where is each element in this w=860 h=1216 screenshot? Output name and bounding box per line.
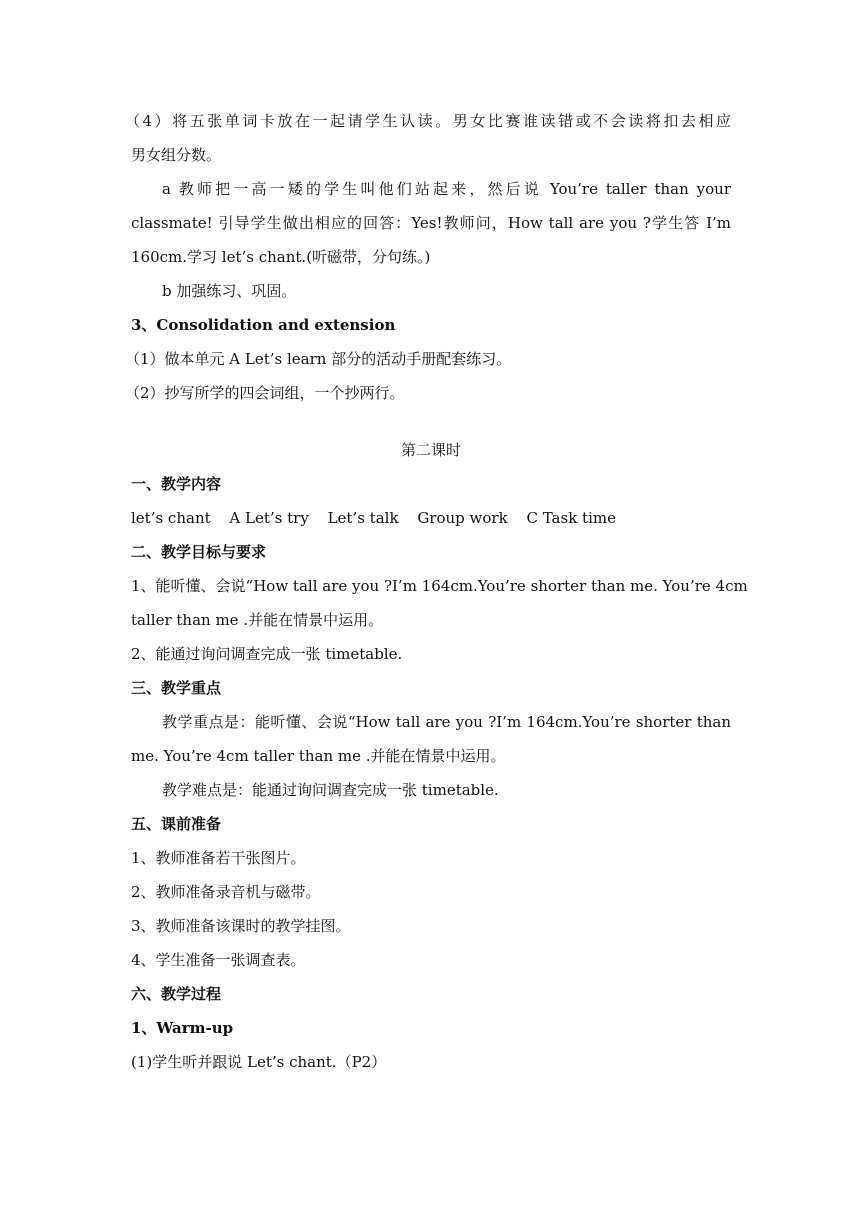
list-item: 4、学生准备一张调查表。: [131, 951, 306, 969]
content-item: let’s chant: [131, 509, 211, 527]
paragraph-line: 160cm.学习 let’s chant.(听磁带，分句练。): [131, 248, 431, 266]
content-item: C Task time: [526, 509, 616, 527]
document-page: [125, 104, 748, 1079]
paragraph-line: 2、能通过询问调查完成一张 timetable.: [131, 645, 403, 663]
content-item: A Let’s try: [229, 509, 309, 527]
section-heading: 1、Warm-up: [131, 1019, 234, 1037]
content-list: [131, 501, 731, 535]
section-heading: 六、教学过程: [131, 985, 222, 1003]
paragraph-line: classmate! 引导学生做出相应的回答：Yes!教师问，How tall are you ?学生答 I’m: [131, 214, 731, 232]
paragraph-line: a 教师把一高一矮的学生叫他们站起来，然后说 You’re taller than your: [162, 180, 731, 198]
paragraph-line: （4）将五张单词卡放在一起请学生认读。男女比赛谁读错或不会读将扣去相应: [125, 112, 731, 130]
list-item: 3、教师准备该课时的教学挂图。: [131, 917, 351, 935]
spacer: [131, 410, 731, 433]
content-item: Group work: [417, 509, 508, 527]
paragraph-line: 男女组分数。: [131, 146, 222, 164]
list-item: 2、教师准备录音机与磁带。: [131, 883, 321, 901]
list-item: （2）抄写所学的四会词组，一个抄两行。: [125, 384, 405, 402]
section-heading: 二、教学目标与要求: [131, 543, 267, 561]
paragraph-line: me. You’re 4cm taller than me .并能在情景中运用。: [131, 747, 506, 765]
list-item: 1、教师准备若干张图片。: [131, 849, 306, 867]
section-heading: 3、Consolidation and extension: [131, 316, 396, 334]
list-item: (1)学生听并跟说 Let’s chant.（P2）: [131, 1053, 387, 1071]
section-heading: 三、教学重点: [131, 679, 222, 697]
paragraph-line: 1、能听懂、会说“How tall are you ?I’m 164cm.You’re shorter than me. You’re 4cm: [131, 577, 748, 595]
paragraph-line: 教学难点是：能通过询问调查完成一张 timetable.: [162, 781, 499, 799]
paragraph-line: b 加强练习、巩固。: [162, 282, 297, 300]
section-heading: 一、教学内容: [131, 475, 222, 493]
content-item: Let’s talk: [327, 509, 399, 527]
paragraph-line: 教学重点是：能听懂、会说“How tall are you ?I’m 164cm.You’re shorter than: [162, 713, 731, 731]
section-heading: 五、课前准备: [131, 815, 222, 833]
lesson-title: 第二课时: [400, 441, 461, 459]
list-item: （1）做本单元 A Let’s learn 部分的活动手册配套练习。: [125, 350, 512, 368]
paragraph-line: taller than me .并能在情景中运用。: [131, 611, 384, 629]
